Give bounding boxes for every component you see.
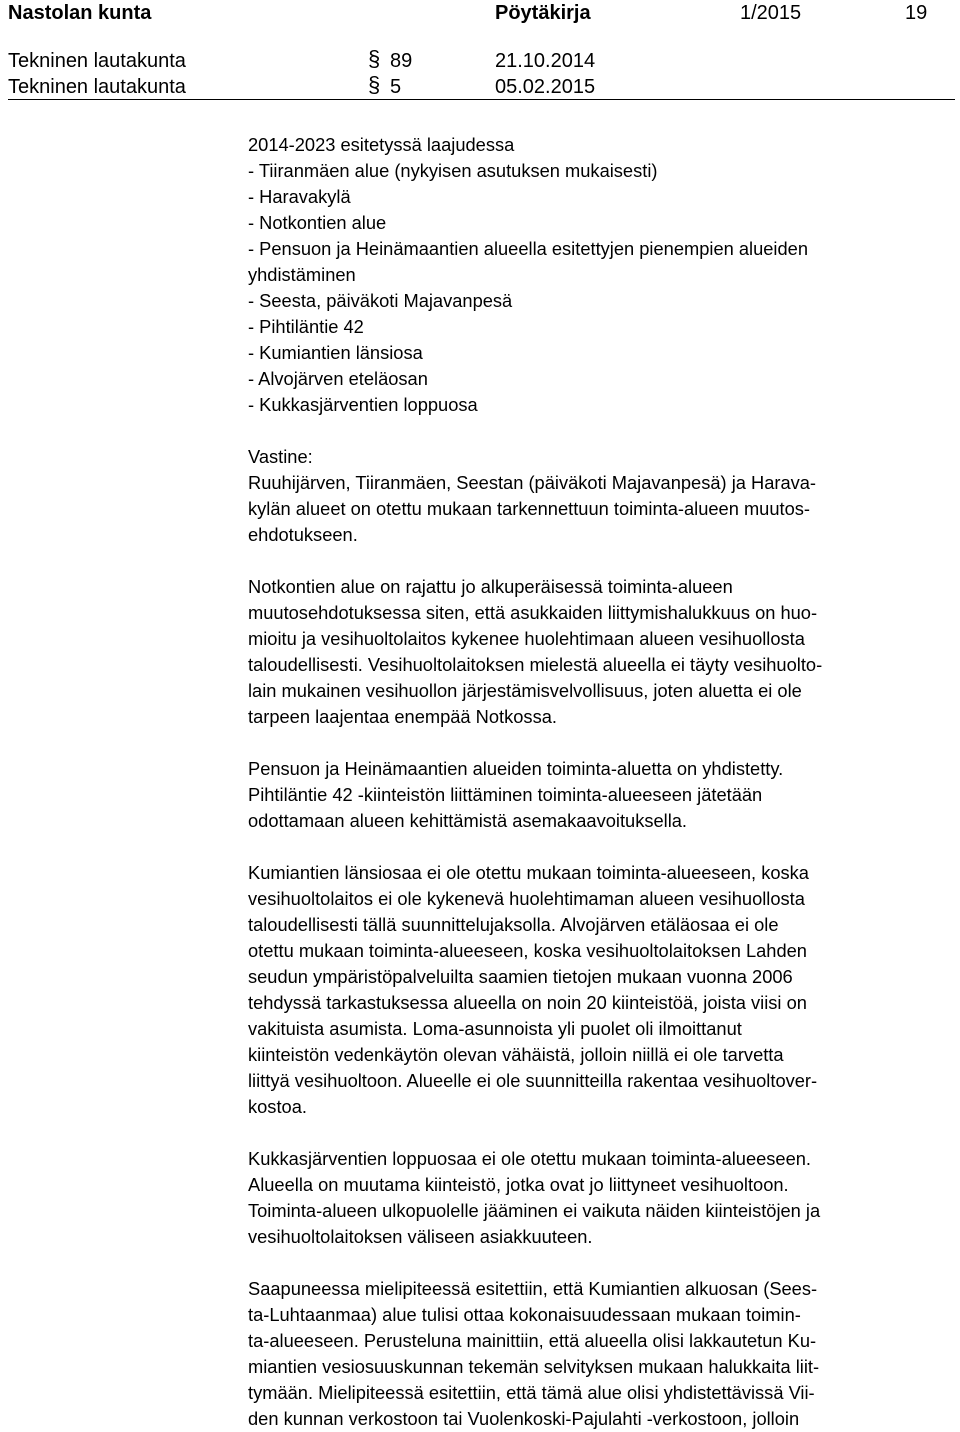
municipality-name: Nastolan kunta xyxy=(8,2,152,24)
text-line: - Notkontien alue xyxy=(248,212,387,233)
section-sign-icon: § xyxy=(368,72,381,97)
text-line: Alueella on muutama kiinteistö, jotka ovat jo liittyneet vesihuoltoon. xyxy=(248,1174,789,1195)
text-line: taloudellisesti. Vesihuoltolaitoksen mielestä alueella ei täyty vesihuolto- xyxy=(248,654,823,675)
text-line: vakituista asumista. Loma-asunnoista yli puolet oli ilmoittanut xyxy=(248,1018,742,1039)
text-line: Kumiantien länsiosaa ei ole otettu mukaan toiminta-alueeseen, koska xyxy=(248,862,809,883)
text-line: Toiminta-alueen ulkopuolelle jääminen ei vaikuta näiden kiinteistöjen ja xyxy=(248,1200,821,1221)
text-line: lain mukainen vesihuollon järjestämisvelvollisuus, joten aluetta ei ole xyxy=(248,680,802,701)
text-line: kiinteistön vedenkäytön olevan vähäistä, jolloin niillä ei ole tarvetta xyxy=(248,1044,784,1065)
document-body xyxy=(248,132,948,1432)
text-line: Ruuhijärven, Tiiranmäen, Seestan (päiväkoti Majavanpesä) ja Harava- xyxy=(248,472,817,493)
text-line: kostoa. xyxy=(248,1096,307,1117)
text-line: Kukkasjärventien loppuosaa ei ole otettu mukaan toiminta-alueeseen. xyxy=(248,1148,812,1169)
text-line: miantien vesiosuuskunnan tekemän selvityksen mukaan halukkaita liit- xyxy=(248,1356,820,1377)
paragraph-gap xyxy=(248,834,948,860)
text-line: - Pihtiläntie 42 xyxy=(248,316,364,337)
text-line: den kunnan verkostoon tai Vuolenkoski-Pajulahti -verkostoon, jolloin xyxy=(248,1408,800,1429)
meeting-date: 21.10.2014 xyxy=(495,50,596,72)
paragraph-gap xyxy=(248,418,948,444)
text-line: - Pensuon ja Heinämaantien alueella esitettyjen pienempien alueiden xyxy=(248,238,808,259)
document-type: Pöytäkirja xyxy=(495,2,591,24)
paragraph-gap xyxy=(248,548,948,574)
text-line: tymään. Mielipiteessä esitettiin, että tämä alue olisi yhdistettävissä Vii- xyxy=(248,1382,815,1403)
text-line: - Kukkasjärventien loppuosa xyxy=(248,394,478,415)
text-line: - Kumiantien länsiosa xyxy=(248,342,423,363)
text-line: - Alvojärven eteläosan xyxy=(248,368,428,389)
text-line: kylän alueet on otettu mukaan tarkennettuun toiminta-alueen muutos- xyxy=(248,498,810,519)
meeting-date: 05.02.2015 xyxy=(495,76,596,98)
text-line: vesihuoltolaitoksen väliseen asiakkuuteen. xyxy=(248,1226,593,1247)
text-line: - Haravakylä xyxy=(248,186,351,207)
text-line: liittyä vesihuoltoon. Alueelle ei ole suunnitteilla rakentaa vesihuoltover- xyxy=(248,1070,818,1091)
text-line: seudun ympäristöpalveluilta saamien tietojen mukaan vuonna 2006 xyxy=(248,966,793,987)
meeting-body: Tekninen lautakunta xyxy=(8,76,186,98)
page-number: 19 xyxy=(905,2,928,24)
text-line: ta-Luhtaanmaa) alue tulisi ottaa kokonaisuudessaan mukaan toimin- xyxy=(248,1304,801,1325)
text-line: Saapuneessa mielipiteessä esitettiin, että Kumiantien alkuosan (Sees- xyxy=(248,1278,818,1299)
text-line: otettu mukaan toiminta-alueeseen, koska vesihuoltolaitoksen Lahden xyxy=(248,940,807,961)
text-line: taloudellisesti tällä suunnittelujaksolla. Alvojärven etäläosaa ei ole xyxy=(248,914,779,935)
meeting-section: 5 xyxy=(390,76,402,98)
text-line: tarpeen laajentaa enempää Notkossa. xyxy=(248,706,557,727)
text-line: muutosehdotuksessa siten, että asukkaiden liittymishalukkuus on huo- xyxy=(248,602,818,623)
meeting-section: 89 xyxy=(390,50,413,72)
text-line: yhdistäminen xyxy=(248,264,356,285)
text-line: ehdotukseen. xyxy=(248,524,358,545)
text-line: Notkontien alue on rajattu jo alkuperäisessä toiminta-alueen xyxy=(248,576,733,597)
header-divider xyxy=(8,99,955,100)
paragraph-gap xyxy=(248,730,948,756)
text-line: mioitu ja vesihuoltolaitos kykenee huolehtimaan alueen vesihuollosta xyxy=(248,628,805,649)
document-number: 1/2015 xyxy=(740,2,802,24)
text-line: Pihtiläntie 42 -kiinteistön liittäminen toiminta-alueeseen jätetään xyxy=(248,784,763,805)
section-sign-icon: § xyxy=(368,46,381,71)
paragraph-gap xyxy=(248,1250,948,1276)
text-line: 2014-2023 esitetyssä laajudessa xyxy=(248,134,515,155)
meeting-body: Tekninen lautakunta xyxy=(8,50,186,72)
text-line: tehdyssä tarkastuksessa alueella on noin 20 kiinteistöä, joista viisi on xyxy=(248,992,807,1013)
text-line: odottamaan alueen kehittämistä asemakaavoituksella. xyxy=(248,810,688,831)
text-line: - Seesta, päiväkoti Majavanpesä xyxy=(248,290,513,311)
text-line: ta-alueeseen. Perusteluna mainittiin, että alueella olisi lakkautetun Ku- xyxy=(248,1330,817,1351)
text-line: Vastine: xyxy=(248,446,313,467)
text-line: - Tiiranmäen alue (nykyisen asutuksen mukaisesti) xyxy=(248,160,658,181)
text-line: Pensuon ja Heinämaantien alueiden toiminta-aluetta on yhdistetty. xyxy=(248,758,784,779)
text-line: vesihuoltolaitos ei ole kykenevä huolehtimaman alueen vesihuollosta xyxy=(248,888,805,909)
paragraph-gap xyxy=(248,1120,948,1146)
